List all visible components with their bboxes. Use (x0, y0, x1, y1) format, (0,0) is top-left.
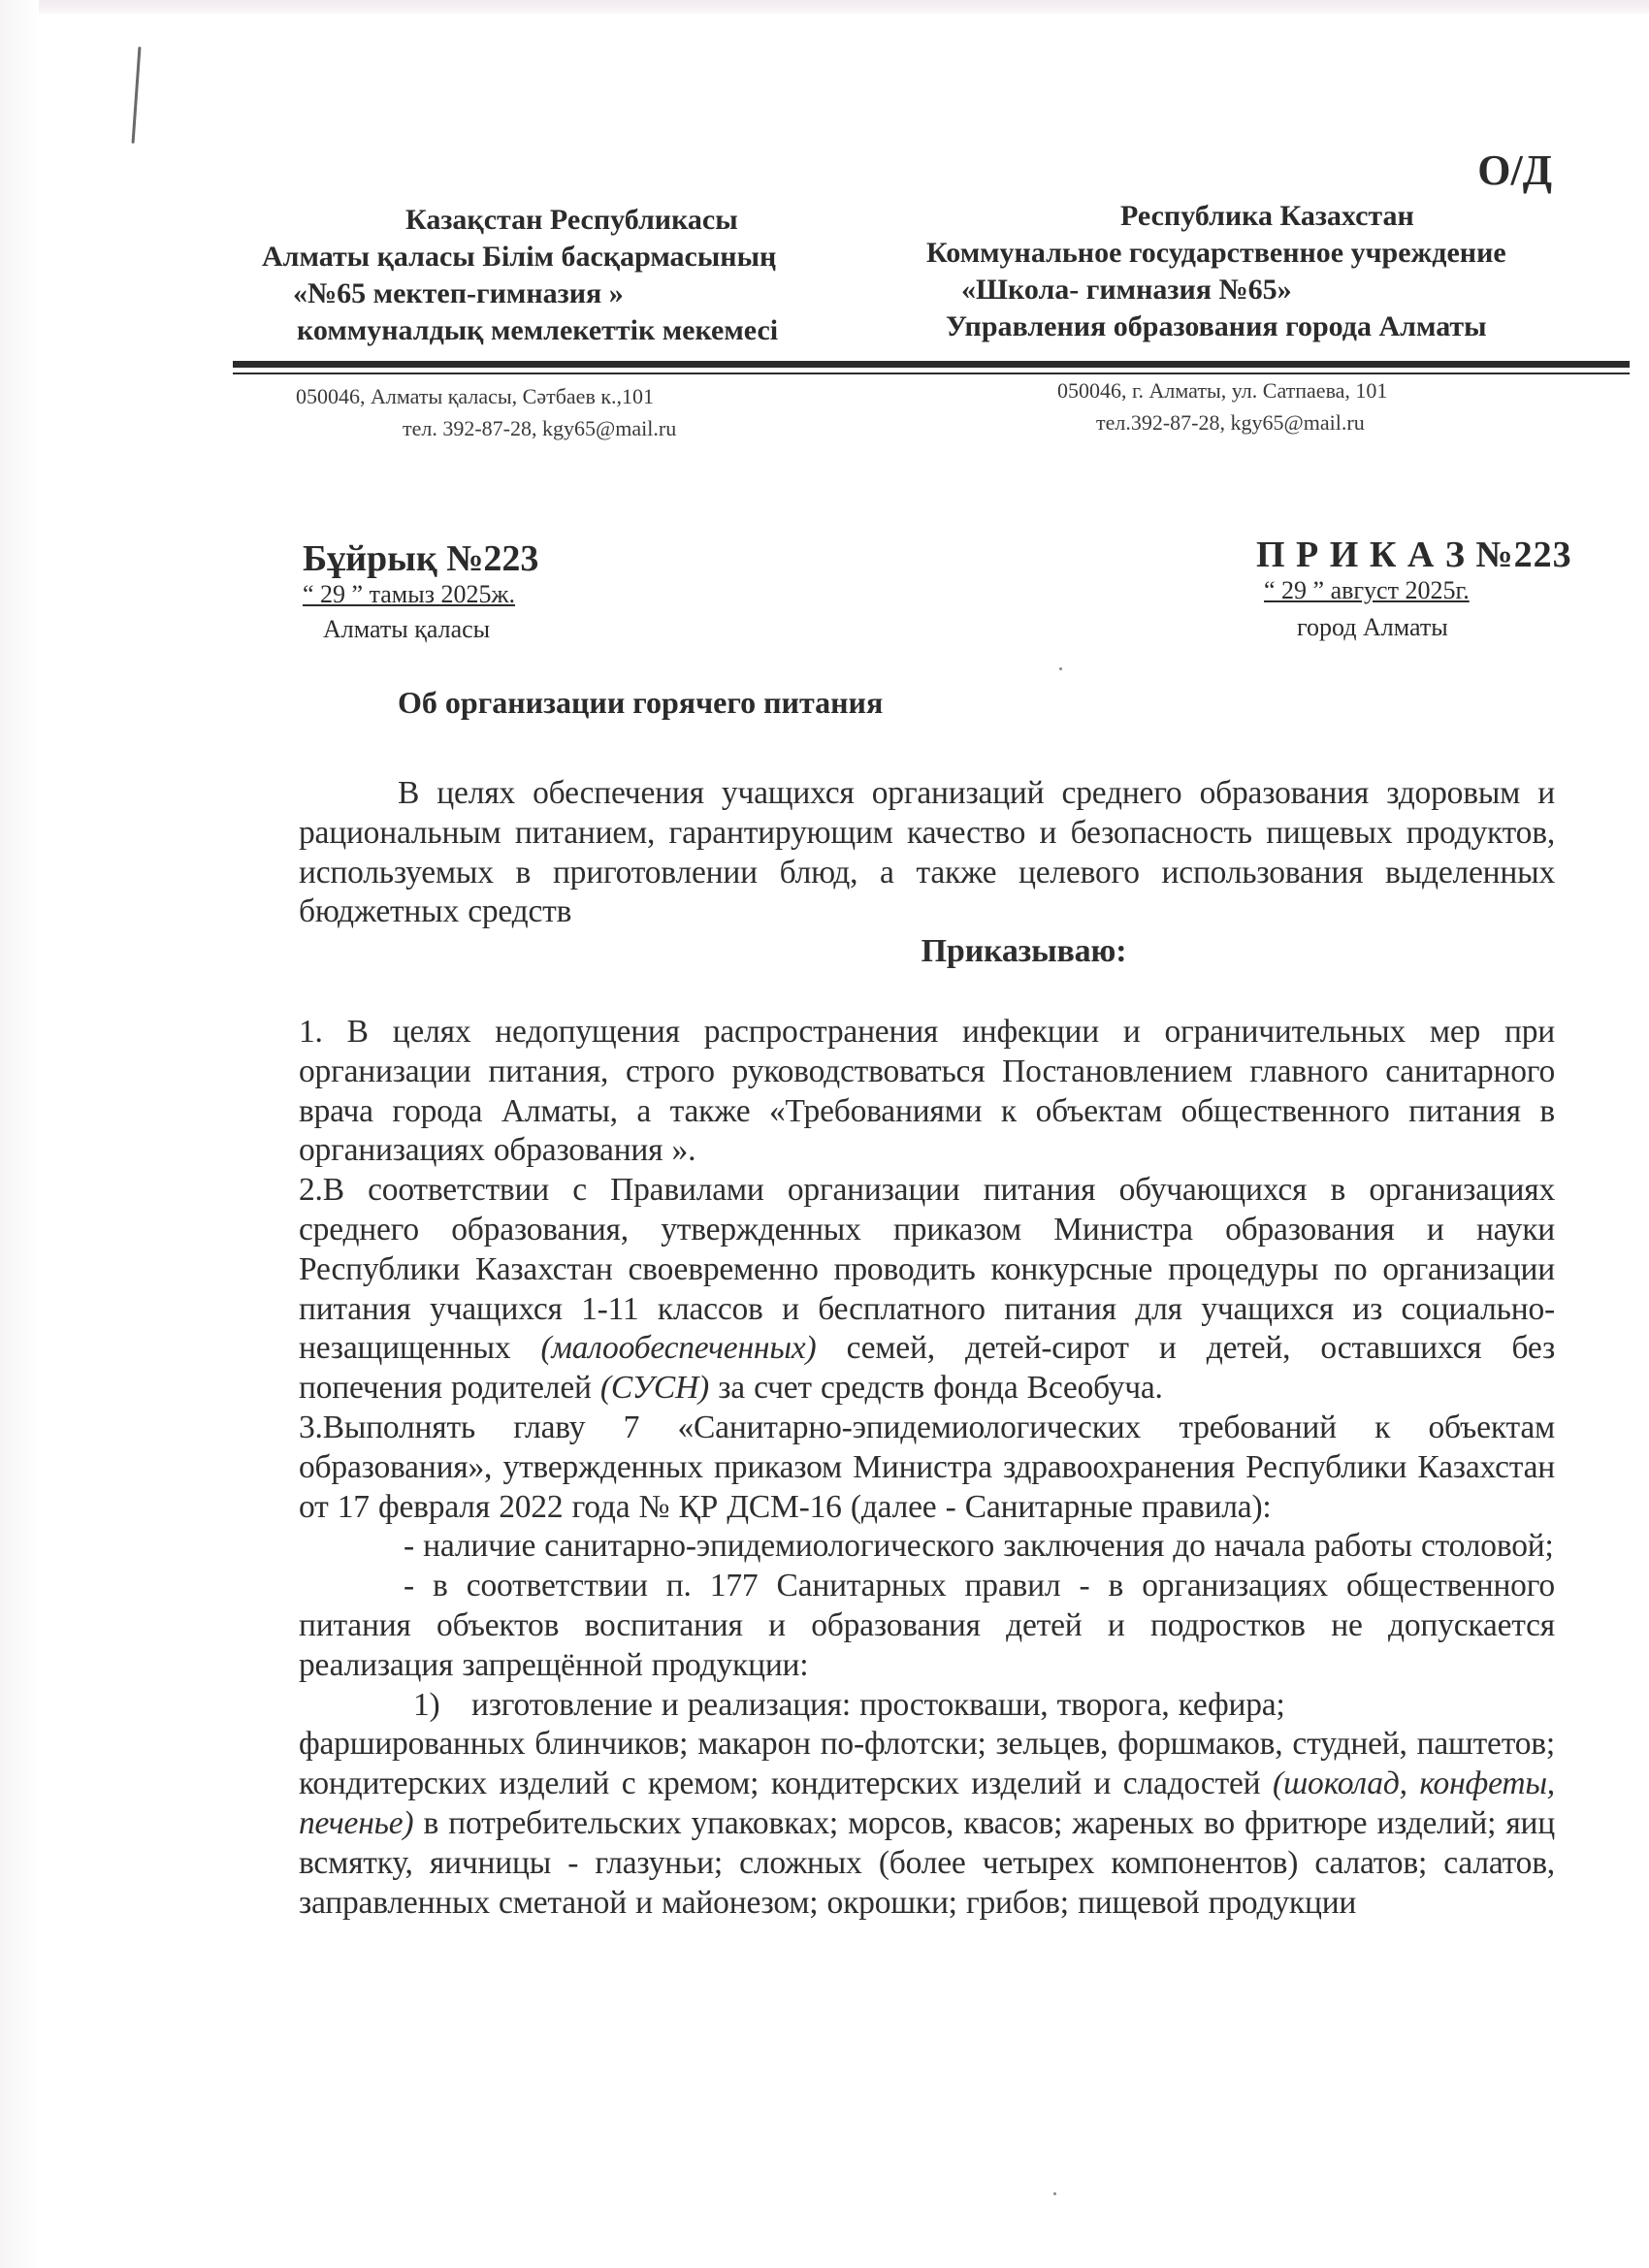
scan-speck (1053, 2192, 1056, 2195)
header-line: коммуналдық мемлекеттік мекемесі (297, 314, 779, 346)
item-2-text: за счет средств фонда Всеобуча. (718, 1370, 1163, 1407)
scan-speck (1059, 667, 1062, 670)
dash-item-1: - наличие санитарно-эпидемиологического заключения до начала работы столовой; (404, 1528, 1554, 1565)
header-rule-thin (233, 373, 1630, 374)
header-line: Республика Казахстан (1120, 200, 1414, 232)
subitem-number: 1) (413, 1686, 440, 1723)
subitem-text: изготовление и реализация: простокваши, творога, кефира; (471, 1686, 1285, 1723)
header-line: «Школа- гимназия №65» (961, 274, 1292, 306)
contact-line: тел.392-87-28, kgy65@mail.ru (1096, 410, 1365, 435)
header-rule-thick (233, 361, 1630, 368)
subitem-1-body (299, 1725, 1555, 1923)
order-date-russian: “ 29 ” август 2025г. (1264, 576, 1470, 604)
document-code: О/Д (1477, 146, 1552, 194)
order-city-kazakh: Алматы қаласы (323, 615, 491, 643)
address-line: 050046, г. Алматы, ул. Сатпаева, 101 (1057, 378, 1388, 403)
subitem-italic: (шоколад, конфеты, печенье) (299, 1766, 1555, 1841)
preamble: В целях обеспечения учащихся организаций среднего образования здоровым и рациональным питанием, гарантирующим качество и безопасность пищевых продуктов, используемых в приготовлении блюд, а также целевого использования выделенных бюджетных средств (299, 775, 1555, 930)
pen-mark (132, 47, 142, 144)
address-russian (1057, 374, 1387, 438)
order-date-kazakh: “ 29 ” тамыз 2025ж. (303, 580, 515, 608)
item-3: 3.Выполнять главу 7 «Санитарно-эпидемиологических требований к объектам образования», утвержденных приказом Министра здравоохранения Республики Казахстан от 17 февраля 2022 года № ҚР ДСМ-16 (далее - Санитарные правила): (299, 1409, 1555, 1525)
header-kazakh (233, 202, 834, 349)
subitem-1-first-line (299, 1686, 1555, 1726)
header-line: «№65 мектеп-гимназия » (293, 277, 624, 309)
scan-edge-left (0, 0, 39, 2268)
item-2 (299, 1171, 1555, 1409)
document-title: Об организации горячего питания (398, 685, 884, 720)
subitem-text: в потребительских упаковках; морсов, квасов; жареных во фритюре изделий; яиц всмятку, яичницы - глазуньи; сложных (более четырех компонентов) салатов; салатов, заправленных сметаной и майонезом; окрошки; грибов; пищевой продукции (299, 1804, 1555, 1921)
order-city-russian: город Алматы (1297, 613, 1448, 641)
item-1: 1. В целях недопущения распространения инфекции и ограничительных мер при организации питания, строго руководствоваться Постановлением главного санитарного врача города Алматы, а также «Требованиями к объектам общественного питания в организациях образования ». (299, 1013, 1555, 1169)
item-2-italic: (СУСН) (599, 1370, 710, 1407)
subitem-text: фаршированных блинчиков; макарон по-флотски; зельцев, форшмаков, студней, паштетов; кондитерских изделий с кремом; кондитерских изделий и сладостей (299, 1726, 1555, 1802)
item-2-italic: (малообеспеченных) (540, 1330, 817, 1367)
item-2-text: семей, детей-сирот и детей, оставшихся без попечения родителей (299, 1330, 1555, 1407)
header-line: Алматы қаласы Білім басқармасының (262, 241, 777, 273)
document-body (299, 774, 1555, 1923)
contact-line: тел. 392-87-28, kgy65@mail.ru (403, 416, 677, 440)
header-line: Коммунальное государственное учреждение (926, 237, 1506, 269)
order-number-russian: П Р И К А З №223 (1256, 535, 1572, 575)
order-number-kazakh: Бұйрық №223 (303, 538, 539, 579)
address-line: 050046, Алматы қаласы, Сәтбаев к.,101 (296, 384, 655, 408)
scan-edge-top (0, 0, 1649, 14)
address-kazakh (296, 380, 676, 444)
header-line: Казақстан Республикасы (405, 204, 738, 236)
dash-item-2: - в соответствии п. 177 Санитарных правил - в организациях общественного питания объектов воспитания и образования детей и подростков не допускается реализация запрещённой продукции: (299, 1568, 1555, 1683)
order-heading: Приказываю: (921, 933, 1127, 970)
header-line: Управления образования города Алматы (946, 310, 1487, 342)
item-2-text: 2.В соответствии с Правилами организации питания обучающихся в организациях среднего образования, утвержденных приказом Министра образования и науки Республики Казахстан своевременно проводить конкурсные процедуры по организации питания учащихся 1-11 классов и бесплатного питания для учащихся из социально-незащищенных (299, 1172, 1555, 1367)
header-russian (926, 198, 1605, 345)
